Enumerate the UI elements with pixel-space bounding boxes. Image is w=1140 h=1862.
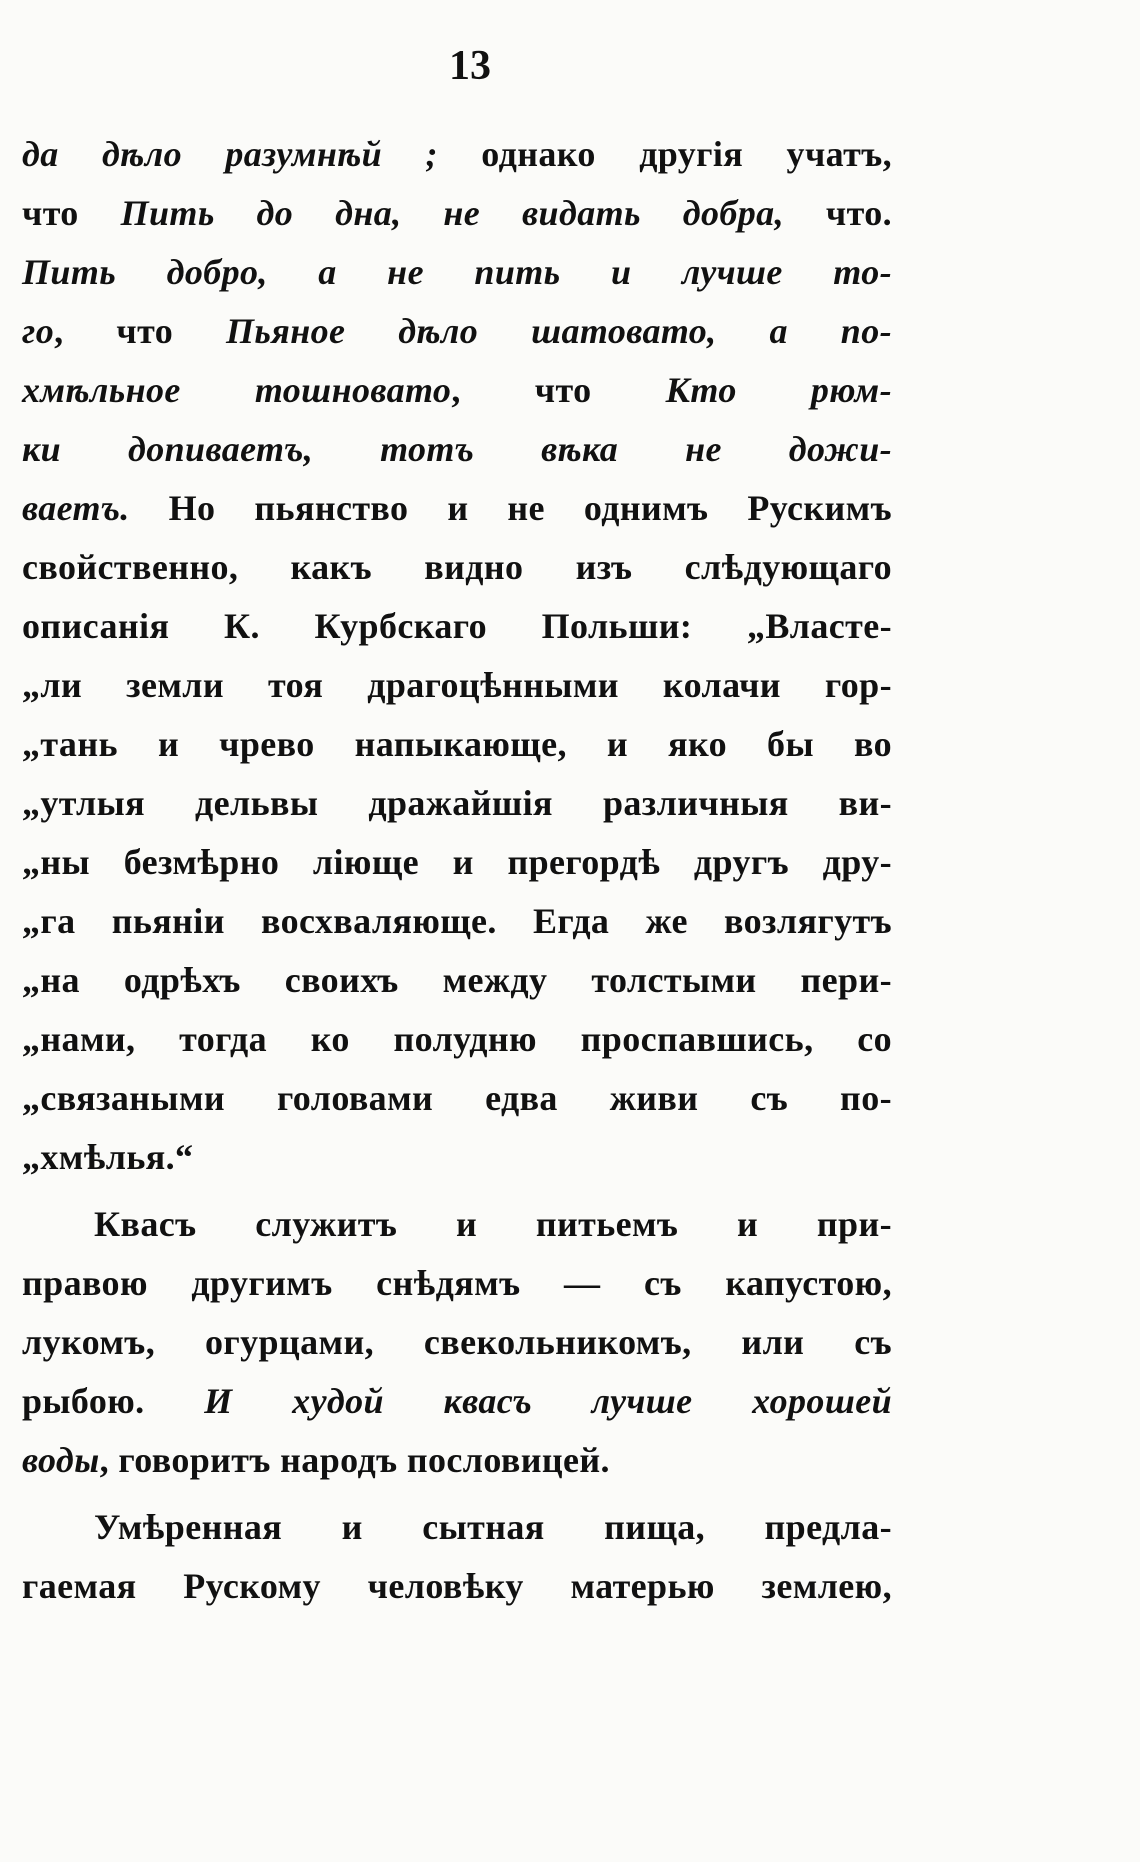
- italic-text: Пить добро, а не пить и лучше то-: [22, 252, 892, 292]
- italic-text: го: [22, 311, 55, 351]
- text-line: [22, 479, 892, 538]
- text-line: [22, 1010, 892, 1069]
- text-line: [22, 302, 892, 361]
- italic-text: хмѣльное тошновато: [22, 370, 452, 410]
- text-line: [22, 184, 892, 243]
- text-segment: гаемая Рускому человѣку матерью землею,: [22, 1566, 892, 1606]
- body-text: [22, 125, 892, 1616]
- text-segment: Квасъ служитъ и питьемъ и при-: [94, 1204, 892, 1244]
- text-line: [22, 1372, 892, 1431]
- page-number: 13: [449, 43, 491, 89]
- text-line: [22, 1498, 892, 1557]
- text-segment: Умѣренная и сытная пища, предла-: [94, 1507, 892, 1547]
- text-segment: рыбою.: [22, 1381, 205, 1421]
- text-line: [22, 1557, 892, 1616]
- text-segment: „ли земли тоя драгоцѣнными колачи гор-: [22, 665, 892, 705]
- text-segment: „га пьяніи восхваляюще. Егда же возлягутъ: [22, 901, 892, 941]
- italic-text: И худой квасъ лучше хорошей: [204, 1381, 893, 1421]
- text-line: [22, 1128, 892, 1187]
- italic-text: воды: [22, 1440, 100, 1480]
- italic-text: ваетъ.: [22, 488, 130, 528]
- text-segment: „нами, тогда ко полудню проспавшись, со: [22, 1019, 892, 1059]
- text-segment: „связаными головами едва живи съ по-: [22, 1078, 892, 1118]
- text-line: [22, 538, 892, 597]
- text-segment: что.: [784, 193, 892, 233]
- text-segment: „на одрѣхъ своихъ между толстыми пери-: [22, 960, 892, 1000]
- text-segment: что: [22, 193, 121, 233]
- text-line: [22, 1069, 892, 1128]
- text-line: [22, 1313, 892, 1372]
- text-line: [22, 125, 892, 184]
- text-line: [22, 243, 892, 302]
- text-segment: , что: [451, 370, 666, 410]
- text-line: [22, 833, 892, 892]
- text-line: [22, 656, 892, 715]
- italic-text: да дѣло разумнѣй ;: [22, 134, 438, 174]
- text-segment: описанія К. Курбскаго Польши: „Власте-: [22, 606, 892, 646]
- text-segment: , что: [54, 311, 226, 351]
- text-segment: свойственно, какъ видно изъ слѣдующаго: [22, 547, 892, 587]
- text-segment: „тань и чрево напыкающе, и яко бы во: [22, 724, 892, 764]
- text-segment: Но пьянство и не однимъ Рускимъ: [129, 488, 892, 528]
- text-segment: , говоритъ народъ пословицей.: [99, 1440, 610, 1480]
- text-line: [22, 1254, 892, 1313]
- text-line: [22, 774, 892, 833]
- text-segment: „утлыя дельвы дражайшія различныя ви-: [22, 783, 892, 823]
- text-line: [22, 361, 892, 420]
- text-segment: однако другія учатъ,: [437, 134, 892, 174]
- text-line: [22, 420, 892, 479]
- text-line: [22, 951, 892, 1010]
- text-line: [22, 715, 892, 774]
- text-line: [22, 1195, 892, 1254]
- text-segment: лукомъ, огурцами, свекольникомъ, или съ: [22, 1322, 892, 1362]
- text-segment: правою другимъ снѣдямъ — съ капустою,: [22, 1263, 892, 1303]
- italic-text: ки допиваетъ, тотъ вѣка не дожи-: [22, 429, 892, 469]
- text-line: [22, 597, 892, 656]
- italic-text: Пить до дна, не видать добра,: [120, 193, 784, 233]
- text-segment: „ны безмѣрно ліюще и прегордѣ другъ дру-: [22, 842, 892, 882]
- text-line: [22, 1431, 892, 1490]
- italic-text: Пьяное дѣло шатовато, а по-: [226, 311, 892, 351]
- italic-text: Кто рюм-: [665, 370, 892, 410]
- text-line: [22, 892, 892, 951]
- text-segment: „хмѣлья.“: [22, 1137, 194, 1177]
